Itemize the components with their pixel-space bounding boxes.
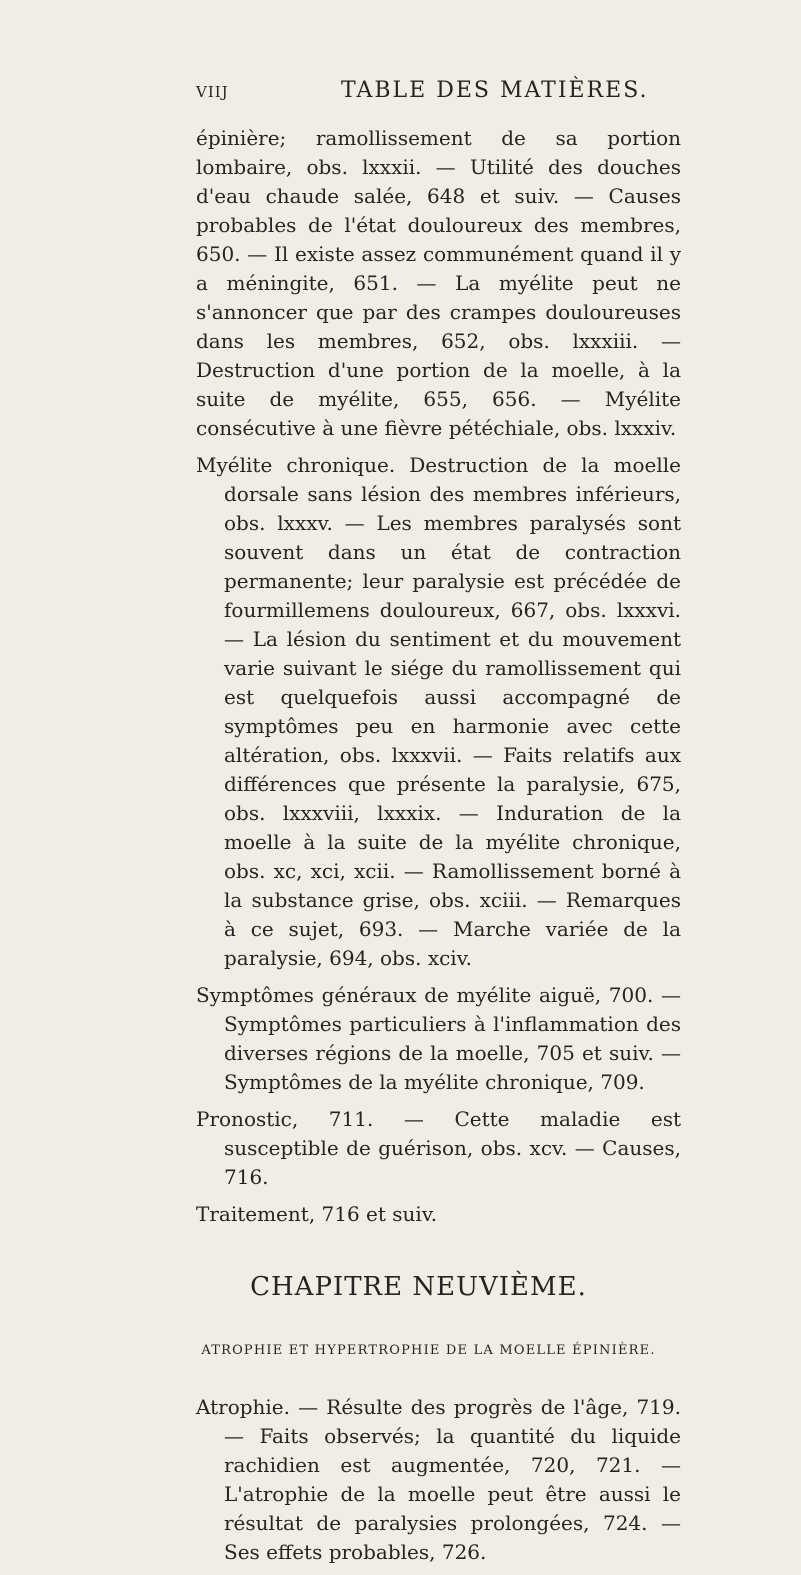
paragraph-pronostic: Pronostic, 711. — Cette maladie est susceptible de guérison, obs. xcv. — Causes, 716. xyxy=(196,1107,681,1189)
table-of-contents-text xyxy=(196,124,681,1575)
running-head: TABLE DES MATIÈRES. xyxy=(341,78,649,103)
page-header xyxy=(196,78,681,112)
chapter-subtitle: ATROPHIE ET HYPERTROPHIE DE LA MOELLE ÉPINIÈRE. xyxy=(201,1343,656,1358)
paragraph-myelite-chronique: Myélite chronique. Destruction de la moelle dorsale sans lésion des membres inférieurs, obs. lxxxv. — Les membres paralysés sont souvent dans un état de contraction permanente; leur paralysie est précédée de fourmillemens douloureux, 667, obs. lxxxvi. — La lésion du sentiment et du mouvement varie suivant le siége du ramollissement qui est quelquefois aussi accompagné de symptômes peu en harmonie avec cette altération, obs. lxxxvii. — Faits relatifs aux différences que présente la paralysie, 675, obs. lxxxviii, lxxxix. — Induration de la moelle à la suite de la myélite chronique, obs. xc, xci, xcii. — Ramollissement borné à la substance grise, obs. xciii. — Remarques à ce sujet, 693. — Marche variée de la paralysie, 694, obs. xciv. xyxy=(196,453,681,970)
paragraph-continuation: épinière; ramollissement de sa portion lombaire, obs. lxxxii. — Utilité des douches d'eau chaude salée, 648 et suiv. — Causes probables de l'état douloureux des membres, 650. — Il existe assez communément quand il y a méningite, 651. — La myélite peut ne s'annoncer que par des crampes douloureuses dans les membres, 652, obs. lxxxiii. — Destruction d'une portion de la moelle, à la suite de myélite, 655, 656. — Myélite consécutive à une fièvre pétéchiale, obs. lxxxiv. xyxy=(196,126,681,440)
paragraph-atrophie: Atrophie. — Résulte des progrès de l'âge, 719. — Faits observés; la quantité du liquide rachidien est augmentée, 720, 721. — L'atrophie de la moelle peut être aussi le résultat de paralysies prolongées, 724. — Ses effets probables, 726. xyxy=(196,1395,681,1564)
paragraph-symptomes: Symptômes généraux de myélite aiguë, 700. — Symptômes particuliers à l'inflammation des diverses régions de la moelle, 705 et suiv. — Symptômes de la myélite chronique, 709. xyxy=(196,983,681,1094)
page-number: viij xyxy=(196,78,229,102)
chapter-title: CHAPITRE NEUVIÈME. xyxy=(250,1272,587,1302)
paragraph-traitement: Traitement, 716 et suiv. xyxy=(196,1202,438,1226)
